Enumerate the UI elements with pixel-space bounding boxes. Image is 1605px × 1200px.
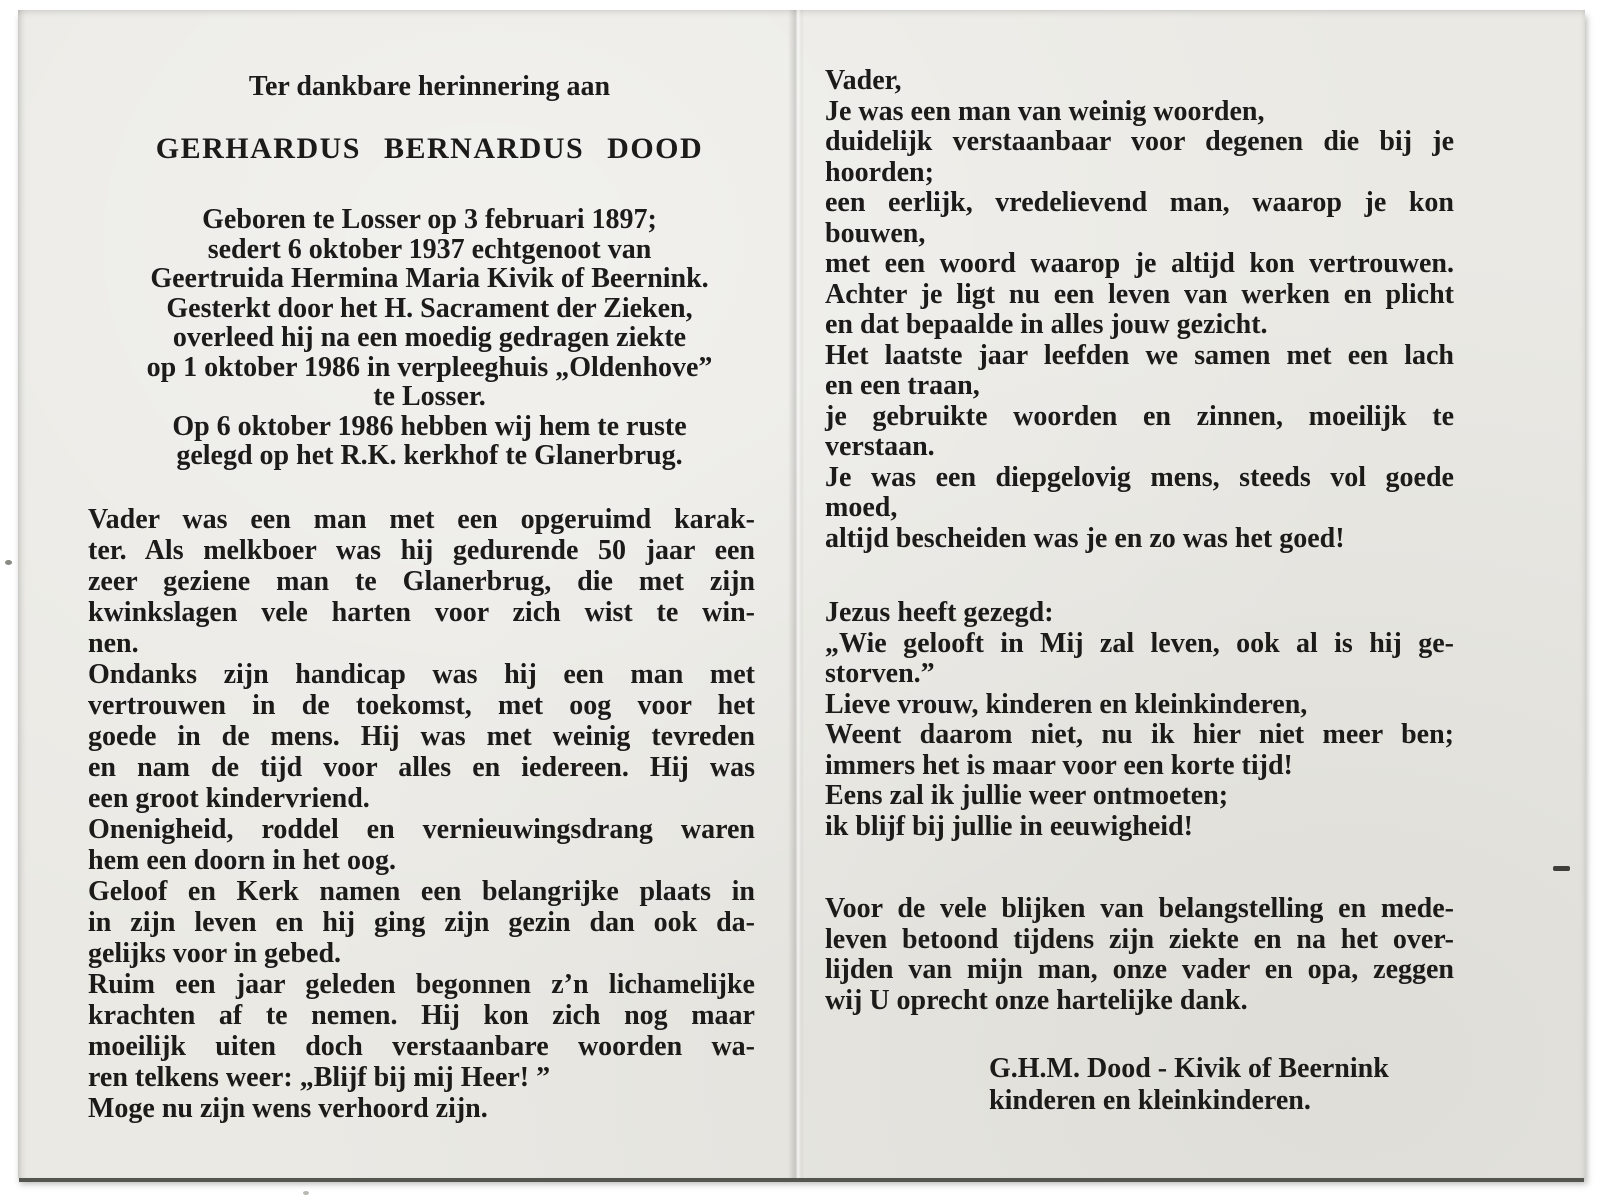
text-line: ter. Als melkboer was hij gedurende 50 jaar een: [88, 534, 755, 566]
text-line: Geboren te Losser op 3 februari 1897;: [202, 204, 657, 235]
text-line: Op 6 oktober 1986 hebben wij hem te ruste: [172, 410, 687, 442]
text-line: G.H.M. Dood - Kivik of Beernink: [989, 1053, 1389, 1084]
text-line: Geertruida Hermina Maria Kivik of Beernink.: [150, 263, 709, 294]
scripture-quote-block: [825, 598, 1454, 842]
text-line: moed,: [825, 492, 898, 523]
life-dates-block: [88, 205, 771, 471]
text-line: moeilijk uiten doch verstaanbare woorden wa-: [88, 1030, 755, 1062]
text-line: Je was een diepgelovig mens, steeds vol goede: [825, 461, 1454, 493]
text-line: Vader,: [825, 65, 902, 96]
text-line: Onenigheid, roddel en vernieuwingsdrang waren: [88, 813, 755, 845]
text-line: op 1 oktober 1986 in verpleeghuis „Oldenhove”: [146, 351, 713, 383]
text-line: te Losser.: [373, 381, 486, 412]
text-line: ik blijf bij jullie in eeuwigheid!: [825, 810, 1193, 842]
text-line: Voor de vele blijken van belangstelling en mede-: [825, 893, 1454, 924]
text-line: een groot kindervriend.: [88, 782, 370, 814]
text-line: Jezus heeft gezegd:: [825, 597, 1054, 628]
text-line: duidelijk verstaanbaar voor degenen die bij je: [825, 126, 1454, 157]
text-line: een eerlijk, vredelievend man, waarop je kon: [825, 187, 1454, 218]
scan-mark: [1553, 866, 1570, 871]
text-line: Ondanks zijn handicap was hij een man met: [88, 658, 755, 690]
text-line: leven betoond tijdens zijn ziekte en na het over-: [825, 923, 1454, 955]
text-line: zeer geziene man te Glanerbrug, die met zijn: [88, 565, 755, 597]
text-line: ren telkens weer: „Blijf bij mij Heer! ”: [88, 1061, 551, 1093]
text-line: en dat bepaalde in alles jouw gezicht.: [825, 309, 1268, 340]
dedication-header: Ter dankbare herinnering aan: [248, 71, 611, 102]
text-line: in zijn leven en hij ging zijn gezin dan ook da-: [88, 906, 755, 938]
text-line: wij U oprecht onze hartelijke dank.: [825, 984, 1248, 1016]
text-line: vertrouwen in de toekomst, met oog voor het: [88, 689, 755, 721]
text-line: Lieve vrouw, kinderen en kleinkinderen,: [825, 688, 1308, 720]
text-line: Achter je ligt nu een leven van werken en plicht: [825, 278, 1454, 310]
text-line: hem een doorn in het oog.: [88, 844, 396, 876]
scan-mark: [5, 560, 12, 565]
memorial-card: [18, 10, 1585, 1178]
left-page: [18, 10, 795, 1178]
text-line: Ruim een jaar geleden begonnen z’n lichamelijke: [88, 968, 755, 1000]
text-line: verstaan.: [825, 431, 935, 462]
biography-block: [88, 504, 755, 1124]
text-line: nen.: [88, 627, 139, 659]
text-line: altijd bescheiden was je en zo was het goed!: [825, 522, 1345, 554]
text-line: je gebruikte woorden en zinnen, moeilijk te: [825, 400, 1454, 432]
text-line: met een woord waarop je altijd kon vertrouwen.: [825, 248, 1454, 279]
text-line: Eens zal ik jullie weer ontmoeten;: [825, 780, 1229, 811]
text-line: overleed hij na een moedig gedragen ziekte: [172, 322, 687, 353]
signature-block: [989, 1053, 1457, 1117]
text-line: immers het is maar voor een korte tijd!: [825, 749, 1293, 781]
right-page: [795, 10, 1585, 1178]
text-line: Je was een man van weinig woorden,: [825, 95, 1265, 127]
text-line: goede in de mens. Hij was met weinig tevreden: [88, 720, 755, 752]
text-line: hoorden;: [825, 156, 934, 188]
poem-block: [825, 66, 1454, 554]
text-line: Weent daarom niet, nu ik hier niet meer ben;: [825, 719, 1454, 750]
text-line: en een traan,: [825, 370, 980, 401]
text-line: gelijks voor in gebed.: [88, 937, 342, 969]
text-line: en nam de tijd voor alles en iedereen. Hij was: [88, 751, 755, 783]
text-line: Gesterkt door het H. Sacrament der Zieken,: [166, 292, 693, 324]
text-line: krachten af te nemen. Hij kon zich nog maar: [88, 999, 755, 1031]
text-line: sedert 6 oktober 1937 echtgenoot van: [207, 233, 652, 265]
deceased-name: GERHARDUS BERNARDUS DOOD: [155, 132, 704, 165]
text-line: lijden van mijn man, onze vader en opa, zeggen: [825, 954, 1454, 985]
text-line: bouwen,: [825, 217, 926, 249]
text-line: kinderen en kleinkinderen.: [989, 1085, 1311, 1116]
text-line: gelegd op het R.K. kerkhof te Glanerbrug.: [176, 440, 683, 471]
text-line: Moge nu zijn wens verhoord zijn.: [88, 1092, 488, 1124]
text-line: kwinkslagen vele harten voor zich wist te win-: [88, 596, 755, 628]
text-line: storven.”: [825, 658, 935, 689]
text-line: Vader was een man met een opgeruimd karak-: [88, 503, 755, 535]
scan-mark: [303, 1191, 309, 1195]
text-line: Geloof en Kerk namen een belangrijke plaats in: [88, 875, 755, 907]
fold-crease: [788, 10, 804, 1178]
text-line: „Wie gelooft in Mij zal leven, ook al is hij ge-: [825, 627, 1454, 659]
text-line: Het laatste jaar leefden we samen met een lach: [825, 339, 1454, 371]
acknowledgement-block: [825, 894, 1454, 1016]
